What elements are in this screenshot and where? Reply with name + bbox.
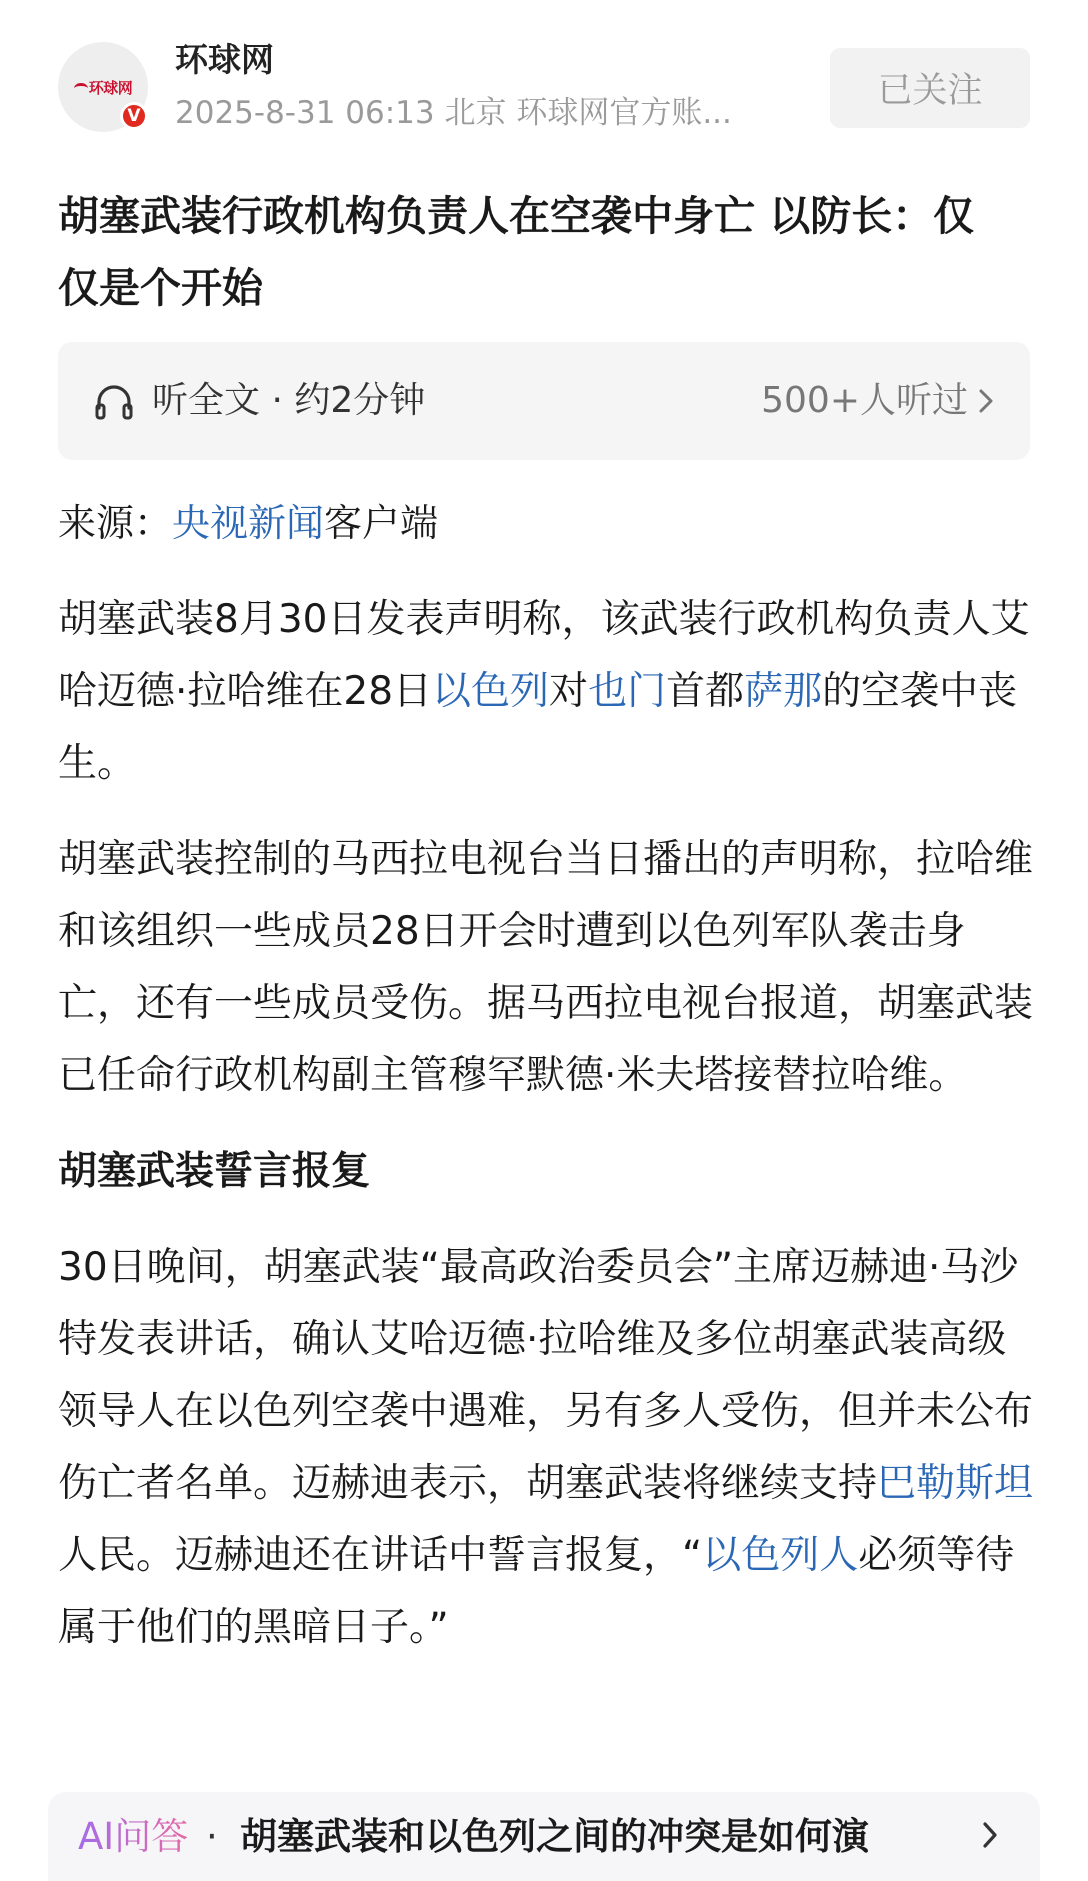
- ai-qa-bar[interactable]: [48, 1792, 1040, 1881]
- paragraph-text: 必须等待属于他们的黑暗日子。”: [58, 1533, 1015, 1650]
- source-prefix: 来源：: [58, 501, 173, 545]
- account-name[interactable]: 环球网: [175, 40, 274, 79]
- paragraph-text: 首都: [666, 669, 745, 714]
- paragraph-3: [58, 1232, 1040, 1664]
- headphones-icon: [94, 382, 134, 422]
- huanqiu-logo: 环球网: [74, 77, 133, 98]
- chevron-right-icon: [976, 388, 996, 414]
- post-meta: 2025-8-31 06:13 北京 环球网官方账...: [175, 95, 732, 131]
- verified-badge-icon: V: [120, 102, 148, 130]
- paragraph-1: [58, 584, 1040, 800]
- paragraph-text: 对: [549, 669, 589, 714]
- paragraph-text: 30日晚间，胡塞武装“最高政治委员会”主席迈赫迪·马沙特发表讲话，确认艾哈迈德·拉哈维及多位胡塞武装高级领导人在以色列空袭中遇难，另有多人受伤，但并未公布伤亡者名单。迈赫迪表示，胡塞武装将继续支持: [58, 1245, 1034, 1506]
- link-sanaa[interactable]: 萨那: [744, 669, 823, 714]
- section-heading: 胡塞武装誓言报复: [58, 1149, 371, 1194]
- source-line: [58, 492, 438, 554]
- ai-qa-separator: ·: [206, 1815, 218, 1858]
- listen-label: 听全文 · 约2分钟: [152, 380, 426, 421]
- paragraph-text: 胡塞武装8月30日发表声明称，该武装行政机构负责人艾哈迈德·拉哈维在28日: [58, 597, 1030, 714]
- chevron-right-icon: [980, 1820, 1000, 1850]
- paragraph-2: 胡塞武装控制的马西拉电视台当日播出的声明称，拉哈维和该组织一些成员28日开会时遭到以色列军队袭击身亡，还有一些成员受伤。据马西拉电视台报道，胡塞武装已任命行政机构副主管穆罕默德·米夫塔接替拉哈维。: [58, 837, 1034, 1098]
- source-link[interactable]: 央视新闻: [172, 501, 325, 545]
- link-yemen[interactable]: 也门: [588, 669, 667, 714]
- post-header: [58, 38, 1030, 136]
- source-suffix: 客户端: [324, 501, 439, 545]
- paragraph-text: 人民。迈赫迪还在讲话中誓言报复，“: [58, 1533, 703, 1578]
- ai-qa-label: AI问答: [78, 1812, 188, 1862]
- link-palestine[interactable]: 巴勒斯坦: [877, 1461, 1034, 1506]
- listen-full-text-bar[interactable]: [58, 342, 1030, 460]
- link-israelis[interactable]: 以色列人: [702, 1533, 859, 1578]
- ai-qa-question[interactable]: 胡塞武装和以色列之间的冲突是如何演: [240, 1815, 869, 1858]
- article-title: 胡塞武装行政机构负责人在空袭中身亡 以防长：仅仅是个开始: [58, 192, 975, 312]
- paragraph-text: 的空袭中丧生。: [58, 669, 1018, 786]
- link-israel[interactable]: 以色列: [432, 669, 550, 714]
- article-body: [58, 584, 1040, 1688]
- follow-button[interactable]: 已关注: [830, 48, 1030, 128]
- listen-count: 500+人听过: [761, 380, 968, 421]
